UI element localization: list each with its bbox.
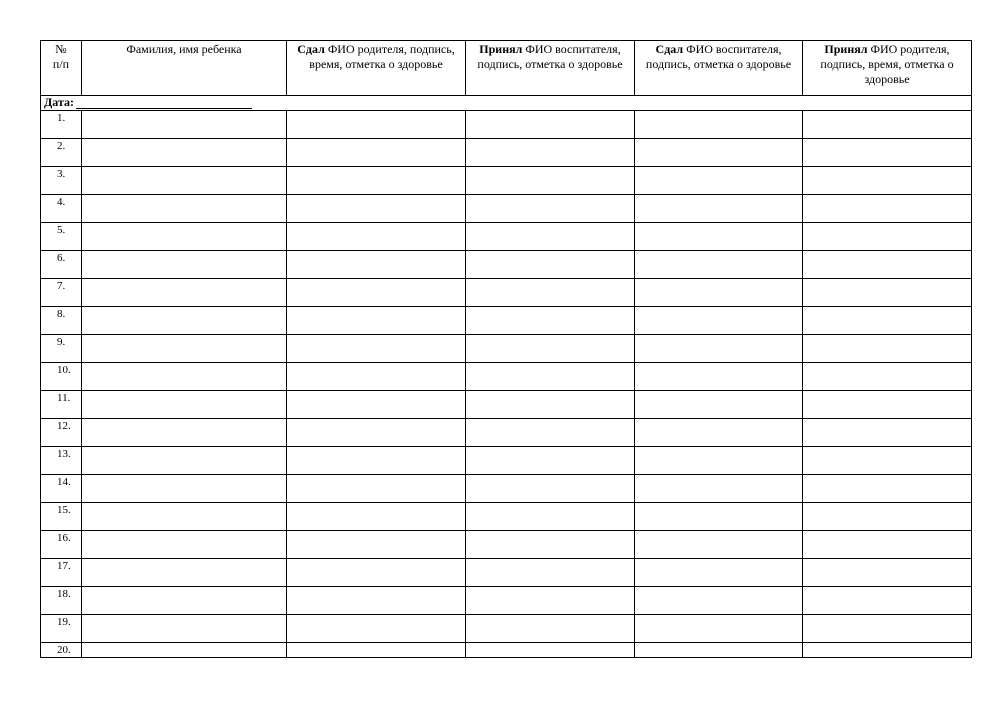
child-name-cell[interactable]: [82, 307, 287, 335]
child-name-cell[interactable]: [82, 279, 287, 307]
handed-by-teacher-cell[interactable]: [635, 251, 803, 279]
table-row: [41, 307, 972, 335]
table-row: [41, 335, 972, 363]
row-number: 9.: [41, 335, 82, 363]
handed-by-teacher-cell[interactable]: [635, 139, 803, 167]
table-row: [41, 475, 972, 503]
row-number: 17.: [41, 559, 82, 587]
table-row: [41, 391, 972, 419]
handed-by-teacher-cell[interactable]: [635, 223, 803, 251]
handed-by-teacher-cell[interactable]: [635, 503, 803, 531]
received-by-teacher-cell[interactable]: [466, 559, 635, 587]
handed-by-parent-cell[interactable]: [287, 335, 466, 363]
received-by-parent-cell[interactable]: [803, 167, 972, 195]
received-by-parent-cell[interactable]: [803, 503, 972, 531]
table-row: [41, 167, 972, 195]
header-child-name: [82, 41, 287, 96]
header-number: [41, 41, 82, 96]
row-number: 13.: [41, 447, 82, 475]
handed-by-parent-cell[interactable]: [287, 419, 466, 447]
received-by-teacher-cell[interactable]: [466, 167, 635, 195]
handed-by-teacher-cell[interactable]: [635, 559, 803, 587]
handed-by-teacher-cell[interactable]: [635, 335, 803, 363]
received-by-teacher-cell[interactable]: [466, 503, 635, 531]
child-name-cell[interactable]: [82, 335, 287, 363]
handed-by-teacher-cell[interactable]: [635, 307, 803, 335]
row-number: 15.: [41, 503, 82, 531]
handed-by-teacher-cell[interactable]: [635, 447, 803, 475]
row-number: 4.: [41, 195, 82, 223]
row-number: 10.: [41, 363, 82, 391]
row-number: 5.: [41, 223, 82, 251]
header-handed-by-teacher: [635, 41, 803, 96]
handed-by-parent-cell[interactable]: [287, 643, 466, 658]
table-row: [41, 587, 972, 615]
row-number: 12.: [41, 419, 82, 447]
row-number: 3.: [41, 167, 82, 195]
child-name-cell[interactable]: [82, 167, 287, 195]
row-number: 1.: [41, 111, 82, 139]
handed-by-teacher-cell[interactable]: [635, 391, 803, 419]
child-name-cell[interactable]: [82, 503, 287, 531]
row-number: 6.: [41, 251, 82, 279]
handed-by-parent-cell[interactable]: [287, 279, 466, 307]
row-number: 19.: [41, 615, 82, 643]
header-handed-by-teacher-text: ФИО воспитателя, подпись, отметка о здоровье: [645, 42, 792, 71]
received-by-parent-cell[interactable]: [803, 559, 972, 587]
header-received-by-parent-text: ФИО родителя, подпись, время, отметка о здоровье: [820, 42, 954, 86]
header-row: [41, 41, 972, 96]
handed-by-parent-cell[interactable]: [287, 195, 466, 223]
header-received-by-parent-bold: Принял: [824, 42, 868, 56]
child-name-cell[interactable]: [82, 251, 287, 279]
table-row: [41, 447, 972, 475]
header-received-by-teacher: [466, 41, 635, 96]
received-by-teacher-cell[interactable]: [466, 307, 635, 335]
received-by-teacher-cell[interactable]: [466, 419, 635, 447]
table-row: [41, 139, 972, 167]
handed-by-teacher-cell[interactable]: [635, 643, 803, 658]
handed-by-teacher-cell[interactable]: [635, 475, 803, 503]
received-by-teacher-cell[interactable]: [466, 279, 635, 307]
handed-by-parent-cell[interactable]: [287, 391, 466, 419]
child-name-cell[interactable]: [82, 419, 287, 447]
date-blank-line: [76, 97, 252, 109]
received-by-teacher-cell[interactable]: [466, 223, 635, 251]
header-handed-by-parent: [287, 41, 466, 96]
handed-by-parent-cell[interactable]: [287, 615, 466, 643]
row-number: 18.: [41, 587, 82, 615]
received-by-teacher-cell[interactable]: [466, 391, 635, 419]
received-by-teacher-cell[interactable]: [466, 531, 635, 559]
handed-by-teacher-cell[interactable]: [635, 587, 803, 615]
handed-by-teacher-cell[interactable]: [635, 167, 803, 195]
handed-by-parent-cell[interactable]: [287, 531, 466, 559]
received-by-parent-cell[interactable]: [803, 307, 972, 335]
table-row: [41, 419, 972, 447]
handed-by-parent-cell[interactable]: [287, 223, 466, 251]
child-name-cell[interactable]: [82, 195, 287, 223]
handed-by-parent-cell[interactable]: [287, 503, 466, 531]
child-name-cell[interactable]: [82, 559, 287, 587]
received-by-parent-cell[interactable]: [803, 475, 972, 503]
date-cell[interactable]: [41, 96, 972, 111]
table-row: [41, 363, 972, 391]
handed-by-teacher-cell[interactable]: [635, 111, 803, 139]
date-row: [41, 96, 972, 111]
handed-by-parent-cell[interactable]: [287, 167, 466, 195]
row-number: 14.: [41, 475, 82, 503]
handed-by-parent-cell[interactable]: [287, 363, 466, 391]
header-received-by-teacher-text: ФИО воспитателя, подпись, отметка о здоровье: [477, 42, 623, 71]
handed-by-parent-cell[interactable]: [287, 251, 466, 279]
received-by-parent-cell[interactable]: [803, 643, 972, 658]
received-by-parent-cell[interactable]: [803, 391, 972, 419]
received-by-teacher-cell[interactable]: [466, 111, 635, 139]
handed-by-parent-cell[interactable]: [287, 447, 466, 475]
header-child-name-text: Фамилия, имя ребенка: [126, 42, 242, 56]
received-by-parent-cell[interactable]: [803, 251, 972, 279]
table-row: [41, 111, 972, 139]
received-by-teacher-cell[interactable]: [466, 139, 635, 167]
row-number: 11.: [41, 391, 82, 419]
handed-by-teacher-cell[interactable]: [635, 279, 803, 307]
received-by-teacher-cell[interactable]: [466, 587, 635, 615]
received-by-parent-cell[interactable]: [803, 279, 972, 307]
received-by-teacher-cell[interactable]: [466, 447, 635, 475]
handed-by-teacher-cell[interactable]: [635, 615, 803, 643]
child-name-cell[interactable]: [82, 643, 287, 658]
table-row: [41, 279, 972, 307]
received-by-teacher-cell[interactable]: [466, 251, 635, 279]
received-by-parent-cell[interactable]: [803, 615, 972, 643]
child-name-cell[interactable]: [82, 615, 287, 643]
header-number-text: № п/п: [52, 42, 70, 71]
table-row: [41, 251, 972, 279]
handed-by-parent-cell[interactable]: [287, 139, 466, 167]
table-row: [41, 615, 972, 643]
child-name-cell[interactable]: [82, 139, 287, 167]
received-by-teacher-cell[interactable]: [466, 615, 635, 643]
row-number: 8.: [41, 307, 82, 335]
handed-by-parent-cell[interactable]: [287, 111, 466, 139]
attendance-log-table: [40, 40, 972, 658]
row-number: 7.: [41, 279, 82, 307]
received-by-parent-cell[interactable]: [803, 419, 972, 447]
child-name-cell[interactable]: [82, 475, 287, 503]
received-by-parent-cell[interactable]: [803, 223, 972, 251]
table-row: [41, 195, 972, 223]
row-number: 16.: [41, 531, 82, 559]
child-name-cell[interactable]: [82, 111, 287, 139]
header-received-by-parent: [803, 41, 972, 96]
received-by-parent-cell[interactable]: [803, 335, 972, 363]
handed-by-parent-cell[interactable]: [287, 475, 466, 503]
table-row: [41, 559, 972, 587]
child-name-cell[interactable]: [82, 223, 287, 251]
child-name-cell[interactable]: [82, 391, 287, 419]
child-name-cell[interactable]: [82, 363, 287, 391]
received-by-teacher-cell[interactable]: [466, 643, 635, 658]
child-name-cell[interactable]: [82, 587, 287, 615]
received-by-parent-cell[interactable]: [803, 111, 972, 139]
handed-by-parent-cell[interactable]: [287, 559, 466, 587]
header-received-by-teacher-bold: Принял: [479, 42, 523, 56]
table-row: [41, 531, 972, 559]
row-number: 2.: [41, 139, 82, 167]
handed-by-teacher-cell[interactable]: [635, 195, 803, 223]
handed-by-parent-cell[interactable]: [287, 307, 466, 335]
received-by-parent-cell[interactable]: [803, 139, 972, 167]
child-name-cell[interactable]: [82, 447, 287, 475]
log-body: [41, 96, 972, 658]
handed-by-teacher-cell[interactable]: [635, 363, 803, 391]
received-by-teacher-cell[interactable]: [466, 195, 635, 223]
header-handed-by-teacher-bold: Сдал: [655, 42, 684, 56]
table-row: [41, 223, 972, 251]
received-by-parent-cell[interactable]: [803, 587, 972, 615]
received-by-parent-cell[interactable]: [803, 447, 972, 475]
row-number: 20.: [41, 643, 82, 658]
received-by-parent-cell[interactable]: [803, 195, 972, 223]
received-by-parent-cell[interactable]: [803, 531, 972, 559]
received-by-parent-cell[interactable]: [803, 363, 972, 391]
header-handed-by-parent-bold: Сдал: [297, 42, 325, 56]
received-by-teacher-cell[interactable]: [466, 363, 635, 391]
date-label: Дата:: [44, 95, 74, 109]
received-by-teacher-cell[interactable]: [466, 475, 635, 503]
handed-by-teacher-cell[interactable]: [635, 419, 803, 447]
header-handed-by-parent-text: ФИО родителя, подпись, время, отметка о здоровье: [309, 42, 455, 71]
table-row: [41, 643, 972, 658]
handed-by-teacher-cell[interactable]: [635, 531, 803, 559]
handed-by-parent-cell[interactable]: [287, 587, 466, 615]
table-row: [41, 503, 972, 531]
child-name-cell[interactable]: [82, 531, 287, 559]
received-by-teacher-cell[interactable]: [466, 335, 635, 363]
